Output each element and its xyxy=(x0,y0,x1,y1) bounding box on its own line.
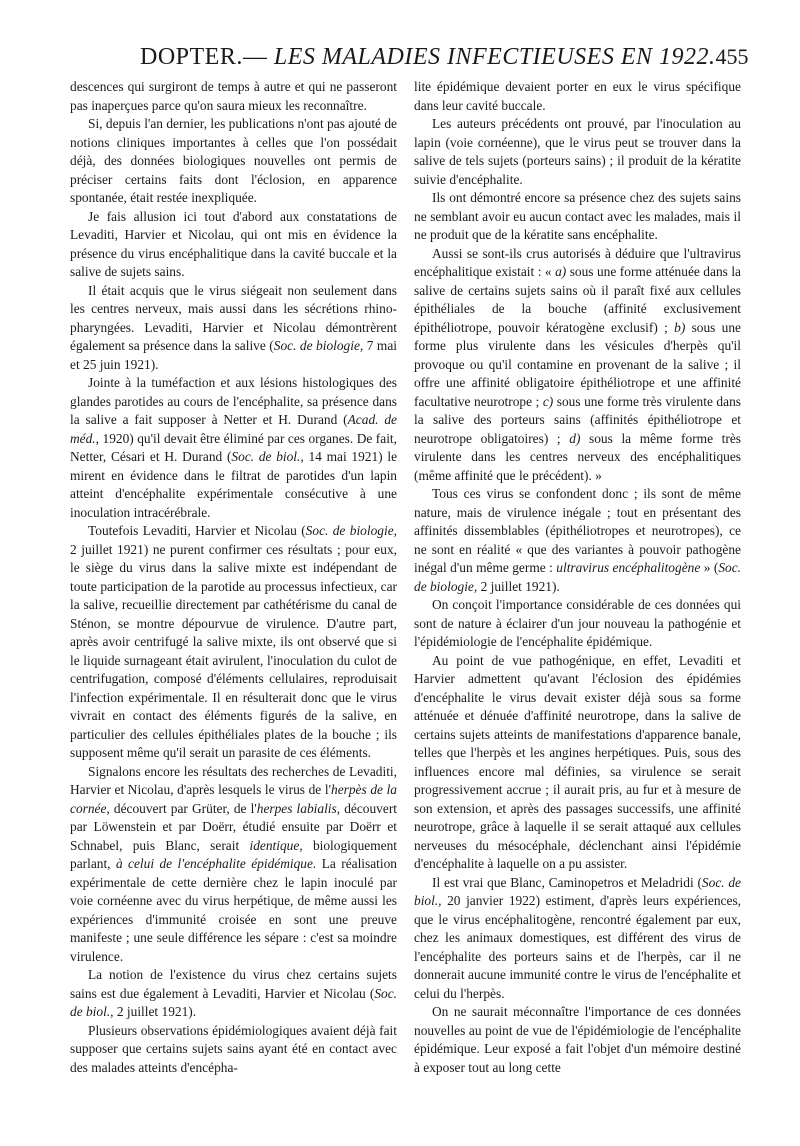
running-header xyxy=(140,44,749,76)
list-marker: c) xyxy=(542,393,554,409)
citation: Soc. de biol., xyxy=(231,449,304,464)
paragraph: Plusieurs observations épidémiologiques avaient déjà fait supposer que certains sujets sains ayant été en contact avec des malades atteints d'encépha- xyxy=(70,1022,397,1075)
paragraph xyxy=(414,874,741,1004)
citation: Soc. de biol., xyxy=(414,874,742,908)
header-title: LES MALADIES INFECTIEUSES EN 1922. xyxy=(273,44,716,70)
paragraph: On conçoit l'importance considérable de ces données qui sont de nature à éclairer d'un jour nouveau la pathogénie et l'épidémiologie de l'encéphalite épidémique. xyxy=(414,597,741,649)
paragraph: On ne saurait méconnaître l'importance de ces données nouvelles au point de vue de l'épidémiologie de l'encéphalite épidémique. Leur exposé a fait l'objet d'un mémoire destiné à exposer tout au long cette xyxy=(414,1004,741,1075)
text-run: Il est vrai que Blanc, Caminopetros et Meladridi ( xyxy=(432,874,702,890)
citation: Soc. de biol., xyxy=(70,985,397,1019)
citation: Soc. de biologie, xyxy=(414,560,742,594)
emphasis: herpes labialis, xyxy=(256,800,341,816)
text-run: sous la même forme très virulente dans les centres nerveux des encéphalitiques (même affinité que le précédent). » xyxy=(414,430,741,483)
paragraph xyxy=(414,245,741,486)
text-run: biologiquement parlant, xyxy=(70,837,397,871)
text-run: sous une forme plus virulente dans les vésicules d'herpès qu'il provoque ou qu'il contamine en provenant de la salive ; il offre une affinité obligatoire épithéliotrope et une affinité facultative neurotrope ; xyxy=(414,319,742,409)
text-run: 2 juillet 1921). xyxy=(113,1004,197,1019)
paragraph: descences qui surgiront de temps à autre et qui ne passeront pas inaperçues parce qu'on saura mieux les reconnaître. xyxy=(70,79,397,113)
paragraph: Si, depuis l'an dernier, les publications n'ont pas ajouté de notions cliniques importantes à celles que l'on possédait déjà, des données biologiques nouvelles ont permis de préciser certains faits dont l'éclosion, en apparence spontanée, était restée inexpliquée. xyxy=(70,116,397,205)
emphasis: à celui de l'encéphalite épidémique. xyxy=(115,856,317,871)
emphasis: herpès de la cornée, xyxy=(70,782,397,816)
page-number: 455 xyxy=(715,44,749,69)
text-run: » ( xyxy=(700,560,719,575)
text-run: Il était acquis que le virus siégeait non seulement dans les centres nerveux, mais aussi dans les sécrétions rhino-pharyngées. Levaditi, Harvier et Nicolau démontrèrent également sa présence dans la salive ( xyxy=(70,282,397,353)
paragraph xyxy=(414,485,741,596)
citation: Soc. de biologie, xyxy=(305,523,397,538)
paragraph xyxy=(70,966,397,1022)
header-author: DOPTER.— xyxy=(140,44,268,70)
text-run: 7 mai et 25 juin 1921). xyxy=(70,338,398,372)
list-marker: d) xyxy=(569,430,581,446)
paragraph xyxy=(70,374,397,522)
paragraph: Je fais allusion ici tout d'abord aux constatations de Levaditi, Harvier et Nicolau, qui ont mis en évidence la présence du virus encéphalitique dans la cavité buccale et la salive de sujets sains. xyxy=(70,208,397,279)
list-marker: b) xyxy=(674,319,686,335)
text-run: sous une forme très virulente dans la salive des porteurs sains (affinités épithéliotrope et neurotrope obligatoires) ; xyxy=(414,393,741,446)
text-run: 2 juillet 1921) ne purent confirmer ces résultats ; pour eux, le siège du virus dans la salive mixte est indépendant de toute participation de la parotide au processus infectieux, car la salive, recueillie directement par cathétérisme du canal de Sténon, se montre dépourvue de virulence. D'autre part, après avoir centrifugé la salive mixte, ils ont observé que si le liquide surnageant était avirulent, l'inoculation du culot de centrifugation, composé d'éléments cellulaires, reproduisait l'infection expérimentale. Il en résulterait donc que le virus vivrait en contact des éléments figurés de la salive, en particulier des cellules épithéliales plates de la bouche ; ils supposent même qu'il serait un parasite de ces éléments. xyxy=(70,541,397,760)
text-run: 20 janvier 1922) estiment, d'après leurs expériences, que le virus encéphalitogène, rencontré également par eux, chez les animaux domestiques, est différent des virus de l'encéphalite des porteurs sains et de l'herpès, car il ne donnerait aucune immunité contre le virus de l'encéphalite et celui du l'herpès. xyxy=(414,893,741,1001)
paragraph: Au point de vue pathogénique, en effet, Levaditi et Harvier admettent qu'avant l'éclosion des épidémies d'encéphalite le virus devait exister déjà sous sa forme atténuée et dénuée d'affinité neurotrope, dans la salive de certains sujets atteints de manifestations d'apparence banale, telles que l'herpès et les angines herpétiques. Puis, sous des influences encore mal définies, sa virulence se serait progressivement accrue ; il aurait pris, au fur et à mesure de son extension, et après des passages successifs, une affinité neurotrope, grâce à laquelle il se serait attaqué aux cellules nerveuses du mésocéphale, déclenchant ainsi l'épidémie d'encéphalite à laquelle on a pu assister. xyxy=(414,652,741,871)
paragraph xyxy=(70,282,397,375)
citation: Acad. de méd., xyxy=(70,412,397,446)
text-run: Aussi se sont-ils crus autorisés à déduire que l'ultravirus encéphalitique existait : « xyxy=(414,245,741,279)
text-run: Tous ces virus se confondent donc ; ils sont de même nature, mais de virulence inégale ; tout en présentant des affinités dissemblables (épithéliotropes et neurotropes), ce ne sont en réalité « que des variantes à pouvoir pathogène inégal d'un même germe : xyxy=(414,486,741,575)
paragraph: lite épidémique devaient porter en eux le virus spécifique dans leur cavité buccale. xyxy=(414,79,741,113)
text-run: découvert par Grüter, de l' xyxy=(109,800,257,816)
text-run: découvert par Löwenstein et par Doërr, étudié ensuite par Doërr et Schnabel, puis Blanc, serait xyxy=(70,800,397,853)
running-title xyxy=(140,44,715,71)
paragraph xyxy=(70,763,397,967)
text-run: Signalons encore les résultats des recherches de Levaditi, Harvier et Nicolau, d'après lesquels le virus de l' xyxy=(70,763,397,797)
list-marker: a) xyxy=(555,264,567,279)
text-run: 14 mai 1921) le mirent en évidence dans le filtrat de parotides d'un lapin atteint d'encéphalite expérimentale consécutive à une inoculation intracérébrale. xyxy=(70,449,398,520)
left-column xyxy=(70,78,397,1077)
paragraph: Les auteurs précédents ont prouvé, par l'inoculation au lapin (voie cornéenne), que le virus peut se trouver dans la salive de tels sujets (porteurs sains) ; il produit de la kératite suivie d'encéphalite. xyxy=(414,116,741,187)
paragraph: Ils ont démontré encore sa présence chez des sujets sains ne semblant avoir eu aucun contact avec les malades, mais il ne produit que de la kératite sans encéphalite. xyxy=(414,190,741,242)
text-run: Toutefois Levaditi, Harvier et Nicolau ( xyxy=(88,523,306,538)
text-run: La réalisation expérimentale de cette dernière chez le lapin inoculé par voie cornéenne avec du virus herpétique, de même aussi les expériences d'immunité croisée en sont une preuve manifeste ; une seule différence les sépare : c'est sa moindre virulence. xyxy=(70,856,398,964)
right-column xyxy=(414,78,741,1077)
citation: Soc. de biologie, xyxy=(273,338,364,353)
text-run: sous une forme atténuée dans la salive de certains sujets sains où il paraît fixé aux cellules épithéliales de la bouche (affinité exclusivement épithéliotrope, pouvoir kératogène exclusif) ; xyxy=(414,264,741,335)
emphasis: ultravirus encéphalitogène xyxy=(556,560,701,575)
emphasis: identique, xyxy=(249,837,303,853)
paragraph xyxy=(70,522,397,763)
text-run: 2 juillet 1921). xyxy=(477,578,560,594)
text-run: Jointe à la tuméfaction et aux lésions histologiques des glandes parotides au cours de l'encéphalite, sa présence dans la salive a fait supposer à Netter et H. Durand ( xyxy=(70,375,397,427)
text-run: 1920) qu'il devait être éliminé par ces organes. De fait, Netter, Césari et H. Durand ( xyxy=(70,430,397,464)
text-run: La notion de l'existence du virus chez certains sujets sains est due également à Levaditi, Harvier et Nicolau ( xyxy=(70,967,397,1001)
